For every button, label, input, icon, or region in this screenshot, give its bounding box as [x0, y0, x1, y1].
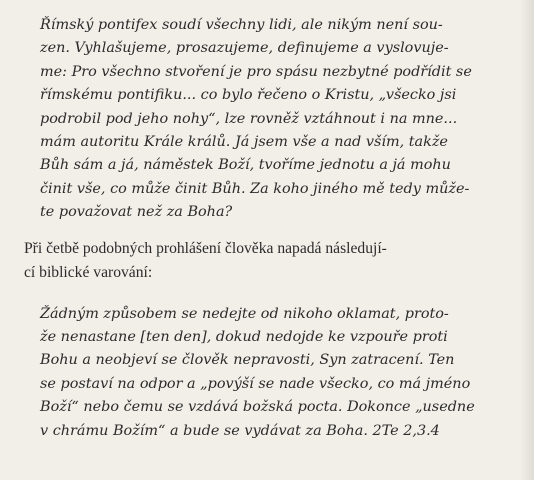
- quote-line: Bůh sám a já, náměstek Boží, tvoříme jednotu a já mohu: [40, 157, 451, 174]
- quote-line: se postaví na odpor a „povýší se nade všecko, co má jméno: [40, 375, 471, 392]
- quote-line: zen. Vyhlašujeme, prosazujeme, definujeme a vyslovuje-: [40, 40, 449, 57]
- quote-line: římskému pontifiku... co bylo řečeno o Kristu, „všecko jsi: [40, 87, 457, 104]
- paragraph-line: Při četbě podobných prohlášení člověka napadá následují-: [24, 239, 387, 257]
- body-paragraph: [24, 237, 498, 285]
- quote-line: Římský pontifex soudí všechny lidi, ale nikým není sou-: [40, 17, 443, 33]
- quote-line: mám autoritu Krále králů. Já jsem vše a nad vším, takže: [40, 134, 448, 151]
- paragraph-line: cí biblické varování:: [24, 263, 153, 281]
- quote-line: Bohu a neobjeví se člověk nepravosti, Syn zatracení. Ten: [40, 352, 455, 369]
- quote-line: Žádným způsobem se nedejte od nikoho oklamat, proto-: [40, 305, 449, 322]
- quote-line: že nenastane [ten den], dokud nedojde ke vzpouře proti: [40, 329, 448, 346]
- bible-quote-block: [40, 303, 498, 443]
- quote-line: činit vše, co může činit Bůh. Za koho jiného mě tedy může-: [40, 180, 470, 197]
- papal-quote-block: [40, 14, 498, 225]
- quote-line: me: Pro všechno stvoření je pro spásu nezbytné podřídit se: [40, 63, 472, 80]
- quote-line: te považovat než za Boha?: [40, 204, 233, 221]
- quote-line: Boží“ nebo čemu se vzdává božská pocta. Dokonce „usedne: [40, 399, 475, 416]
- quote-line: v chrámu Božím“ a bude se vydávat za Boha. 2Te 2,3.4: [40, 422, 440, 439]
- quote-line: podrobil pod jeho nohy“, lze rovněž vztáhnout i na mne...: [40, 110, 458, 127]
- page-edge-shadow: [520, 0, 534, 480]
